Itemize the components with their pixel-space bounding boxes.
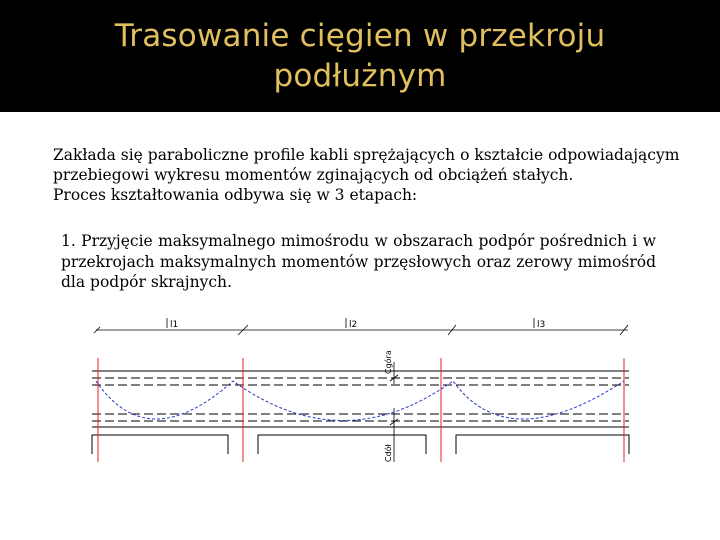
span-label-3: l3 <box>537 320 546 330</box>
label-c-top: Cgóra <box>384 350 393 374</box>
beam-offset-lines <box>92 378 629 421</box>
beam-outline <box>92 371 629 427</box>
span-label-2: l2 <box>349 320 358 330</box>
slide-title <box>60 16 660 96</box>
title-bar <box>0 0 720 112</box>
step-1-text: 1. Przyjęcie maksymalnego mimośrodu w obszarach podpór pośrednich i w przekrojach maksymalnych momentów przęsłowych oraz zerowy mimośród dla podpór skrajnych. <box>61 232 656 291</box>
support-axes <box>98 358 624 462</box>
tendon-profile <box>96 381 624 421</box>
tendon-profile-diagram <box>88 312 638 472</box>
title-line-2: podłużnym <box>273 58 447 94</box>
label-c-bottom: Cdół <box>384 444 393 462</box>
title-line-1: Trasowanie cięgien w przekroju <box>114 18 606 54</box>
support-outlines <box>92 435 629 454</box>
intro-line-3: Proces kształtowania odbywa się w 3 etapach: <box>53 186 418 204</box>
intro-line-2: przebiegowi wykresu momentów zginających od obciążeń stałych. <box>53 166 574 184</box>
span-label-1: l1 <box>170 320 179 330</box>
intro-paragraph <box>53 145 693 205</box>
intro-line-1: Zakłada się paraboliczne profile kabli sprężających o kształcie odpowiadającym <box>53 146 680 164</box>
